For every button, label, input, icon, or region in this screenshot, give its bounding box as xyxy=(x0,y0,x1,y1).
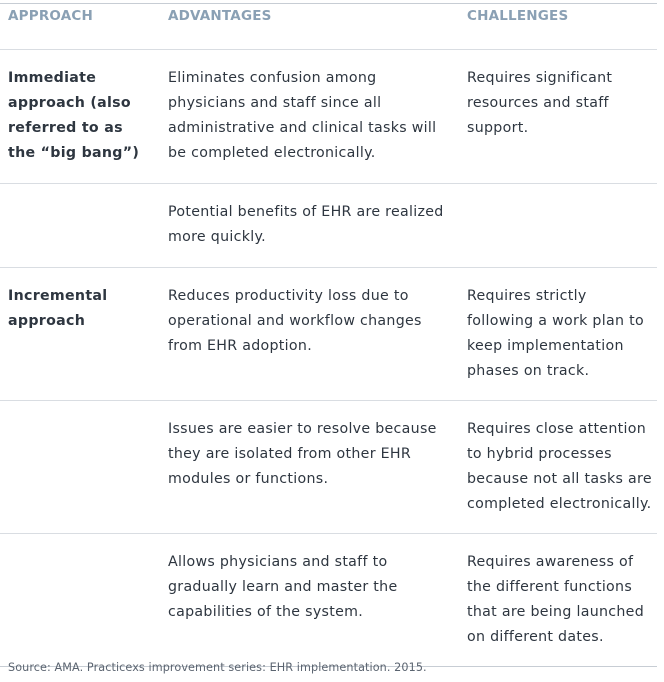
advantage-text: Reduces productivity loss due to operational and workflow changes from EHR adoption. xyxy=(168,288,422,354)
advantage-text: Allows physicians and staff to gradually learn and master the capabilities of the system. xyxy=(168,554,398,620)
challenge-text: Requires strictly following a work plan to keep implementation phases on track. xyxy=(467,288,644,379)
challenge-cell xyxy=(459,50,657,184)
advantage-cell xyxy=(160,534,459,667)
header-challenges: CHALLENGES xyxy=(459,4,657,50)
approach-text: Incremental approach xyxy=(8,288,108,329)
approach-cell xyxy=(0,50,160,184)
approach-text xyxy=(8,401,160,433)
challenge-text: Requires significant resources and staff support. xyxy=(467,70,613,136)
advantage-cell xyxy=(160,50,459,184)
header-row xyxy=(0,4,657,50)
advantage-cell xyxy=(160,184,459,268)
challenge-cell xyxy=(459,401,657,534)
approach-cell xyxy=(0,184,160,268)
advantage-text: Potential benefits of EHR are realized more quickly. xyxy=(168,204,444,245)
table-row xyxy=(0,401,657,534)
table-row xyxy=(0,184,657,268)
challenge-text xyxy=(467,184,657,216)
advantage-text: Eliminates confusion among physicians and staff since all administrative and clinical tasks will be completed electronically. xyxy=(168,70,437,161)
advantage-text: Issues are easier to resolve because they are isolated from other EHR modules or functions. xyxy=(168,421,437,487)
header-approach: APPROACH xyxy=(0,4,160,50)
ehr-approach-table xyxy=(0,4,657,667)
table-row xyxy=(0,50,657,184)
approach-text xyxy=(8,534,160,566)
table-row xyxy=(0,534,657,667)
challenge-text: Requires close attention to hybrid processes because not all tasks are completed electronically. xyxy=(467,421,652,512)
challenge-cell xyxy=(459,534,657,667)
approach-text: Immediate approach (also referred to as the “big bang”) xyxy=(8,70,140,161)
challenge-cell xyxy=(459,268,657,401)
approach-cell xyxy=(0,534,160,667)
challenge-text: Requires awareness of the different functions that are being launched on different dates. xyxy=(467,554,645,645)
table-row xyxy=(0,268,657,401)
advantage-cell xyxy=(160,268,459,401)
approach-text xyxy=(8,184,160,216)
challenge-cell xyxy=(459,184,657,268)
advantage-cell xyxy=(160,401,459,534)
approach-cell xyxy=(0,268,160,401)
header-advantages: ADVANTAGES xyxy=(160,4,459,50)
source-note: Source: AMA. Practicexs improvement series: EHR implementation. 2015. xyxy=(8,661,427,674)
approach-cell xyxy=(0,401,160,534)
